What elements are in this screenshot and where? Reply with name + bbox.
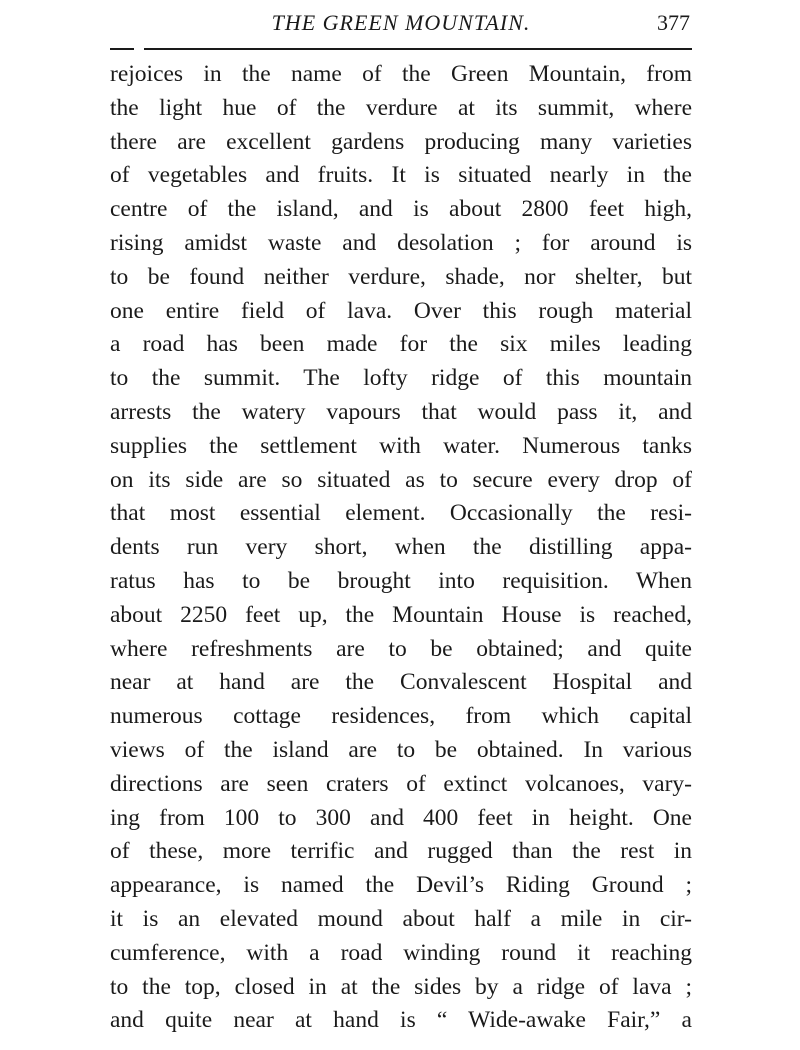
text-line: that most essential element. Occasionally the resi- [110, 500, 692, 527]
text-line: views of the island are to be obtained. In various [110, 736, 692, 763]
text-line: about 2250 feet up, the Mountain House is reached, [110, 601, 692, 628]
text-line: ing from 100 to 300 and 400 feet in height. One [110, 804, 692, 831]
running-title: THE GREEN MOUNTAIN. [271, 10, 531, 35]
text-line: centre of the island, and is about 2800 feet high, [110, 196, 692, 223]
text-line: ratus has to be brought into requisition. When [110, 567, 692, 594]
text-line: the light hue of the verdure at its summit, where [110, 94, 692, 121]
header-rule [110, 48, 692, 50]
text-line: a road has been made for the six miles leading [110, 331, 692, 358]
text-line: to be found neither verdure, shade, nor shelter, but [110, 263, 692, 290]
page-number: 377 [657, 10, 690, 35]
text-line: to the summit. The lofty ridge of this mountain [110, 365, 692, 392]
text-line: there are excellent gardens producing many varieties [110, 128, 692, 155]
text-line: one entire field of lava. Over this rough material [110, 297, 692, 324]
text-line: dents run very short, when the distilling appa- [110, 534, 692, 561]
text-line: it is an elevated mound about half a mile in cir- [110, 905, 692, 932]
text-line: appearance, is named the Devil’s Riding Ground ; [110, 872, 692, 899]
text-line: cumference, with a road winding round it reaching [110, 939, 692, 966]
text-line: supplies the settlement with water. Numerous tanks [110, 432, 692, 459]
text-line: arrests the watery vapours that would pass it, and [110, 398, 692, 425]
header-rule-long [144, 48, 692, 50]
text-line: to the top, closed in at the sides by a ridge of lava ; [110, 973, 692, 1000]
text-line: of vegetables and fruits. It is situated nearly in the [110, 162, 692, 189]
text-line: of these, more terrific and rugged than the rest in [110, 838, 692, 865]
text-line: and quite near at hand is “ Wide-awake Fair,” a [110, 1007, 692, 1034]
text-line: near at hand are the Convalescent Hospital and [110, 669, 692, 696]
running-head [110, 6, 692, 42]
body-text [110, 58, 692, 1038]
text-line: rejoices in the name of the Green Mountain, from [110, 61, 692, 87]
text-line: numerous cottage residences, from which capital [110, 703, 692, 730]
text-line: where refreshments are to be obtained; and quite [110, 635, 692, 662]
text-line: rising amidst waste and desolation ; for around is [110, 229, 692, 256]
header-rule-short [110, 48, 134, 50]
text-line: on its side are so situated as to secure every drop of [110, 466, 692, 493]
text-line: directions are seen craters of extinct volcanoes, vary- [110, 770, 692, 797]
